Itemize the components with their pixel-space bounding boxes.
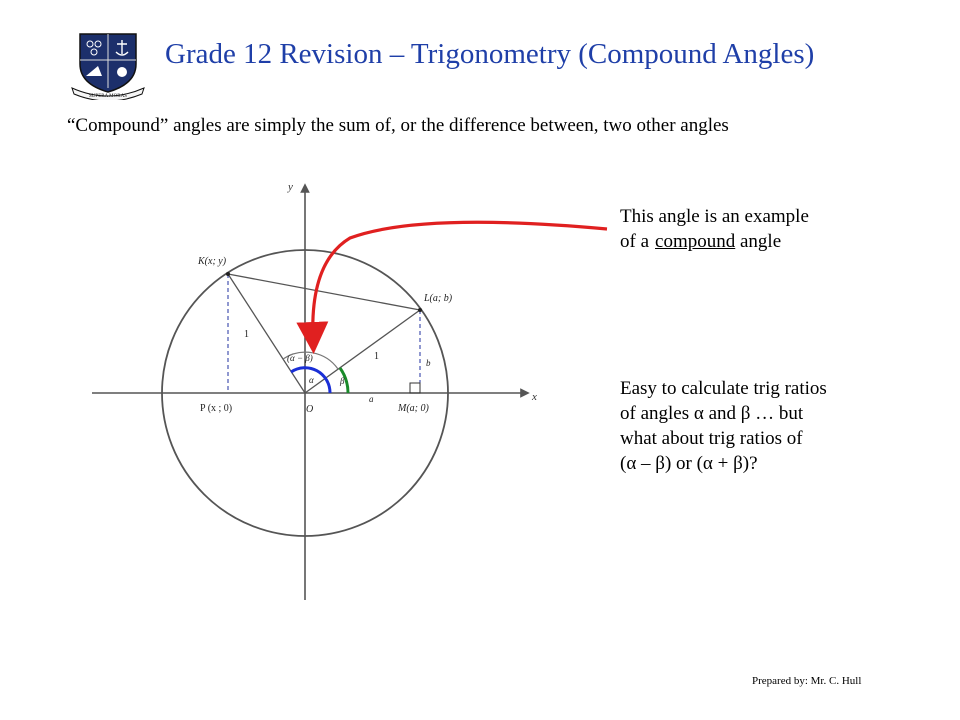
y-axis-label: y bbox=[288, 181, 293, 193]
radius-ok bbox=[228, 274, 305, 393]
x-axis-label: x bbox=[532, 391, 537, 403]
label-b: b bbox=[426, 358, 431, 368]
label-l: L(a; b) bbox=[424, 293, 453, 304]
subtitle: “Compound” angles are simply the sum of, or the difference between, two other angles bbox=[67, 115, 729, 136]
trig-ratios-note: Easy to calculate trig ratios of angles α and β … but what about trig ratios of (α – β) or (α + β)? bbox=[620, 378, 827, 474]
label-radius-l: 1 bbox=[374, 351, 379, 362]
label-angle-diff: (α − β) bbox=[287, 353, 313, 363]
label-a: a bbox=[369, 394, 374, 404]
page-title: Grade 12 Revision – Trigonometry (Compound Angles) bbox=[165, 38, 815, 70]
label-k: K(x; y) bbox=[198, 256, 227, 267]
red-pointer-arrow bbox=[313, 222, 607, 338]
footer-credit: Prepared by: Mr. C. Hull bbox=[752, 675, 862, 687]
label-beta: β bbox=[340, 376, 345, 386]
label-p: P (x ; 0) bbox=[200, 403, 233, 414]
label-m: M(a; 0) bbox=[398, 403, 429, 414]
right-angle-marker bbox=[410, 383, 420, 393]
radius-ol bbox=[305, 310, 420, 393]
compound-angle-note: This angle is an example of a compound angle bbox=[620, 206, 809, 252]
label-alpha: α bbox=[309, 375, 314, 385]
label-radius-k: 1 bbox=[244, 329, 249, 340]
label-o: O bbox=[306, 404, 314, 415]
crest-motto: SUPERA MORAS bbox=[89, 94, 127, 99]
